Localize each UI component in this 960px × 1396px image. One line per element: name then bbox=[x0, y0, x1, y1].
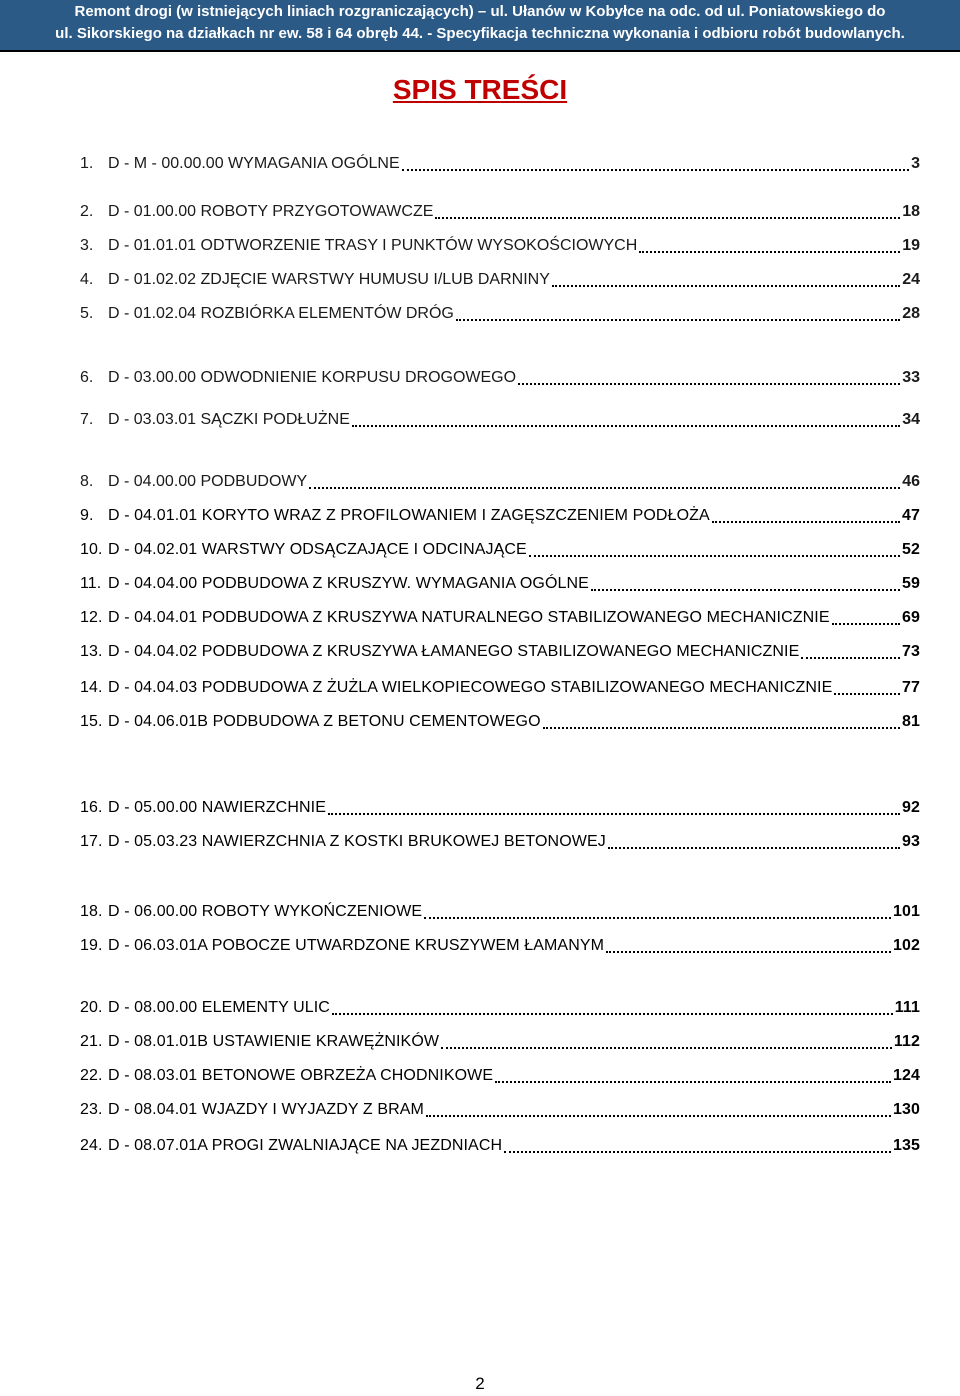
toc-entry[interactable] bbox=[80, 152, 920, 176]
toc-entry-number: 4. bbox=[80, 271, 94, 288]
toc-leader-dots bbox=[518, 383, 900, 385]
toc-entry-number: 22. bbox=[80, 1067, 103, 1084]
toc-entry-label: D - 05.00.00 NAWIERZCHNIE bbox=[108, 799, 326, 816]
toc-entry-label: D - 04.02.01 WARSTWY ODSĄCZAJĄCE I ODCINAJĄCE bbox=[108, 541, 527, 558]
toc-entry-page: 112 bbox=[893, 1033, 920, 1050]
toc-leader-dots bbox=[552, 285, 900, 287]
toc-entry-label: D - 04.06.01B PODBUDOWA Z BETONU CEMENTOWEGO bbox=[108, 713, 541, 730]
toc-entry[interactable] bbox=[80, 934, 920, 958]
toc-entry-number: 23. bbox=[80, 1101, 103, 1118]
toc-entry-number: 10. bbox=[80, 541, 103, 558]
toc-entry[interactable] bbox=[80, 830, 920, 854]
toc-title: SPIS TREŚCI bbox=[392, 74, 568, 105]
toc-entry-number: 1. bbox=[80, 155, 94, 172]
toc-entry-number: 17. bbox=[80, 833, 103, 850]
header-line-2: ul. Sikorskiego na działkach nr ew. 58 i 64 obręb 44. - Specyfikacja techniczna wykonania i odbioru robót budowlanych. bbox=[55, 25, 905, 42]
toc-entry-page: 92 bbox=[902, 799, 920, 816]
toc-entry-page: 19 bbox=[902, 237, 920, 254]
toc-entry-label: D - 06.03.01A POBOCZE UTWARDZONE KRUSZYWEM ŁAMANYM bbox=[108, 937, 605, 954]
header-line-1: Remont drogi (w istniejących liniach rozgraniczających) – ul. Ułanów w Kobyłce na odc. od ul. Poniatowskiego do bbox=[74, 3, 886, 20]
toc-entry-number: 2. bbox=[80, 203, 94, 220]
toc-entry-number: 7. bbox=[80, 411, 94, 428]
toc-entry-number: 20. bbox=[80, 999, 103, 1016]
toc-entry-label: D - 04.04.03 PODBUDOWA Z ŻUŻLA WIELKOPIECOWEGO STABILIZOWANEGO MECHANICZNIE bbox=[108, 679, 833, 696]
toc-entry-page: 46 bbox=[902, 473, 920, 490]
toc-entry-number: 24. bbox=[80, 1137, 103, 1154]
toc-leader-dots bbox=[426, 1115, 891, 1117]
toc-entry-number: 19. bbox=[80, 937, 103, 954]
toc-leader-dots bbox=[639, 251, 900, 253]
toc-entry-label: D - 04.04.02 PODBUDOWA Z KRUSZYWA ŁAMANEGO STABILIZOWANEGO MECHANICZNIE bbox=[108, 643, 800, 660]
toc-entry-label: D - 04.04.00 PODBUDOWA Z KRUSZYW. WYMAGANIA OGÓLNE bbox=[108, 575, 589, 592]
toc-entry-number: 9. bbox=[80, 507, 94, 524]
toc-entry-page: 59 bbox=[902, 575, 920, 592]
page-number: 2 bbox=[475, 1374, 485, 1393]
toc-entry-page: 52 bbox=[902, 541, 920, 558]
toc-entry-page: 24 bbox=[902, 271, 920, 288]
toc-entry-page: 93 bbox=[902, 833, 920, 850]
toc-entry-page: 77 bbox=[902, 679, 920, 696]
toc-leader-dots bbox=[606, 951, 891, 953]
toc-entry-page: 111 bbox=[894, 999, 920, 1016]
toc-entry-page: 101 bbox=[893, 903, 920, 920]
toc-entry-number: 11. bbox=[80, 575, 102, 592]
toc-entry-label: D - M - 00.00.00 WYMAGANIA OGÓLNE bbox=[108, 155, 400, 172]
toc-entry[interactable] bbox=[80, 504, 920, 528]
toc-entry-number: 12. bbox=[80, 609, 103, 626]
toc-entry-label: D - 01.02.02 ZDJĘCIE WARSTWY HUMUSU I/LUB DARNINY bbox=[108, 271, 550, 288]
toc-leader-dots bbox=[328, 813, 900, 815]
toc-leader-dots bbox=[543, 727, 900, 729]
toc-entry-label: D - 08.01.01B USTAWIENIE KRAWĘŻNIKÓW bbox=[108, 1033, 440, 1050]
toc-leader-dots bbox=[529, 555, 900, 557]
toc-entry-page: 33 bbox=[902, 369, 920, 386]
toc-entry-page: 69 bbox=[902, 609, 920, 626]
toc-entry-page: 28 bbox=[902, 305, 920, 322]
toc-entry-page: 34 bbox=[902, 411, 920, 428]
toc-entry[interactable] bbox=[80, 302, 920, 326]
toc-entry[interactable] bbox=[80, 470, 920, 494]
toc-entry[interactable] bbox=[80, 268, 920, 292]
toc-entry-label: D - 06.00.00 ROBOTY WYKOŃCZENIOWE bbox=[108, 903, 423, 920]
toc-leader-dots bbox=[504, 1151, 891, 1153]
toc-entry-page: 47 bbox=[902, 507, 920, 524]
toc-leader-dots bbox=[424, 917, 891, 919]
toc-entry-label: D - 05.03.23 NAWIERZCHNIA Z KOSTKI BRUKOWEJ BETONOWEJ bbox=[108, 833, 606, 850]
toc-leader-dots bbox=[309, 487, 900, 489]
toc-leader-dots bbox=[591, 589, 900, 591]
toc-entry-number: 21. bbox=[80, 1033, 103, 1050]
header-divider bbox=[0, 50, 960, 52]
toc-entry[interactable] bbox=[80, 1064, 920, 1088]
toc-entry[interactable] bbox=[80, 996, 920, 1020]
toc-entry-number: 8. bbox=[80, 473, 94, 490]
toc-entry-number: 5. bbox=[80, 305, 94, 322]
toc-leader-dots bbox=[608, 847, 900, 849]
toc-entry[interactable] bbox=[80, 1098, 920, 1122]
toc-entry[interactable] bbox=[80, 1030, 920, 1054]
toc-entry-label: D - 04.01.01 KORYTO WRAZ Z PROFILOWANIEM I ZAGĘSZCZENIEM PODŁOŻA bbox=[108, 507, 710, 524]
toc-entry[interactable] bbox=[80, 538, 920, 562]
toc-entry[interactable] bbox=[80, 640, 920, 664]
toc-entry[interactable] bbox=[80, 408, 920, 432]
toc-leader-dots bbox=[834, 693, 900, 695]
toc-leader-dots bbox=[495, 1081, 891, 1083]
toc-entry[interactable] bbox=[80, 200, 920, 224]
toc-leader-dots bbox=[352, 425, 900, 427]
toc-entry-page: 3 bbox=[911, 155, 920, 172]
toc-leader-dots bbox=[456, 319, 900, 321]
toc-entry[interactable] bbox=[80, 676, 920, 700]
toc-entry[interactable] bbox=[80, 366, 920, 390]
toc-entry[interactable] bbox=[80, 900, 920, 924]
toc-entry[interactable] bbox=[80, 1134, 920, 1158]
toc-entry-number: 13. bbox=[80, 643, 103, 660]
toc-entry-label: D - 01.00.00 ROBOTY PRZYGOTOWAWCZE bbox=[108, 203, 434, 220]
toc-entry-page: 130 bbox=[893, 1101, 920, 1118]
toc-leader-dots bbox=[712, 521, 900, 523]
toc-entry-label: D - 01.02.04 ROZBIÓRKA ELEMENTÓW DRÓG bbox=[108, 305, 454, 322]
toc-entry[interactable] bbox=[80, 572, 920, 596]
toc-entry-label: D - 03.00.00 ODWODNIENIE KORPUSU DROGOWEGO bbox=[108, 369, 517, 386]
toc-entry-label: D - 03.03.01 SĄCZKI PODŁUŻNE bbox=[108, 411, 350, 428]
toc-entry-label: D - 08.04.01 WJAZDY I WYJAZDY Z BRAM bbox=[108, 1101, 424, 1118]
toc-entry-page: 73 bbox=[902, 643, 920, 660]
toc-entry-page: 81 bbox=[902, 713, 920, 730]
toc-leader-dots bbox=[332, 1013, 893, 1015]
toc-entry-page: 102 bbox=[893, 937, 920, 954]
toc-entry-page: 135 bbox=[893, 1137, 920, 1154]
toc-entry-label: D - 01.01.01 ODTWORZENIE TRASY I PUNKTÓW WYSOKOŚCIOWYCH bbox=[108, 237, 638, 254]
toc-entry[interactable] bbox=[80, 796, 920, 820]
toc-entry-label: D - 04.00.00 PODBUDOWY bbox=[108, 473, 308, 490]
toc-leader-dots bbox=[435, 217, 900, 219]
toc-entry[interactable] bbox=[80, 234, 920, 258]
toc-leader-dots bbox=[801, 657, 900, 659]
toc-entry-number: 16. bbox=[80, 799, 103, 816]
toc-entry[interactable] bbox=[80, 606, 920, 630]
toc-entry[interactable] bbox=[80, 710, 920, 734]
toc-entry-page: 18 bbox=[902, 203, 920, 220]
toc-entry-label: D - 04.04.01 PODBUDOWA Z KRUSZYWA NATURALNEGO STABILIZOWANEGO MECHANICZNIE bbox=[108, 609, 830, 626]
toc-entry-page: 124 bbox=[893, 1067, 920, 1084]
toc-leader-dots bbox=[441, 1047, 892, 1049]
toc-entry-label: D - 08.07.01A PROGI ZWALNIAJĄCE NA JEZDNIACH bbox=[108, 1137, 503, 1154]
toc-entry-number: 14. bbox=[80, 679, 103, 696]
toc-entry-number: 3. bbox=[80, 237, 94, 254]
toc-entry-number: 18. bbox=[80, 903, 103, 920]
toc-leader-dots bbox=[402, 169, 909, 171]
toc-leader-dots bbox=[832, 623, 900, 625]
toc-entry-label: D - 08.03.01 BETONOWE OBRZEŻA CHODNIKOWE bbox=[108, 1067, 494, 1084]
toc-entry-label: D - 08.00.00 ELEMENTY ULIC bbox=[108, 999, 330, 1016]
toc-entry-number: 15. bbox=[80, 713, 103, 730]
toc-entry-number: 6. bbox=[80, 369, 94, 386]
